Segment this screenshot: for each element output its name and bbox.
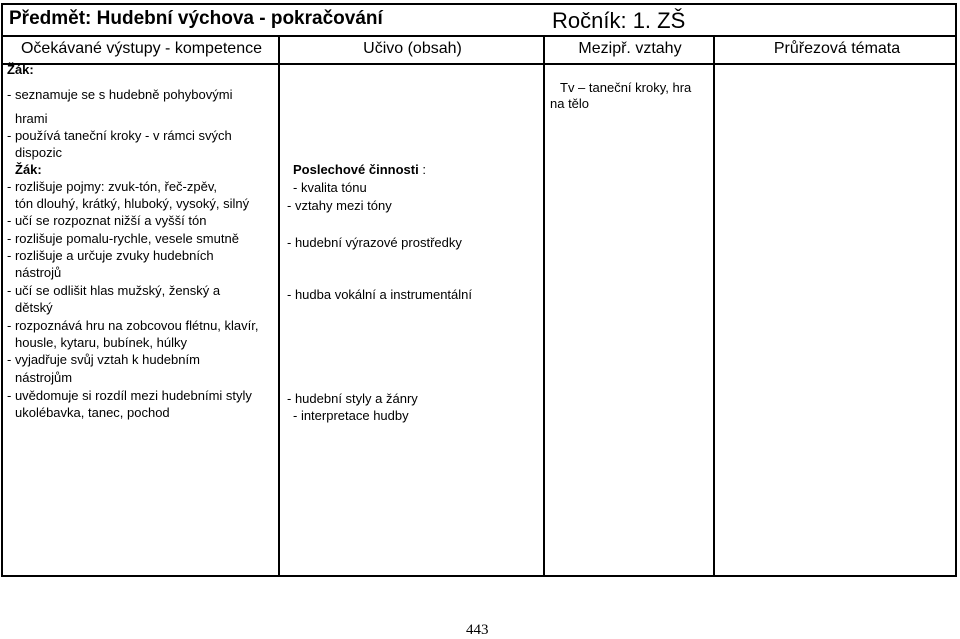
curriculum-line: - vztahy mezi tóny bbox=[287, 198, 392, 213]
subject-title: Předmět: Hudební výchova - pokračování bbox=[9, 8, 383, 29]
outcomes-line: Žák: bbox=[15, 162, 42, 177]
outcomes-line: - uvědomuje si rozdíl mezi hudebními styly bbox=[7, 388, 252, 403]
outcomes-line: housle, kytaru, bubínek, húlky bbox=[15, 335, 187, 350]
outcomes-line: nástrojům bbox=[15, 370, 73, 385]
outcomes-line: - seznamuje se s hudebně pohybovými bbox=[7, 87, 233, 102]
curriculum-table bbox=[1, 3, 957, 577]
column-divider bbox=[543, 35, 545, 575]
outcomes-line: - používá taneční kroky - v rámci svých bbox=[7, 128, 232, 143]
page-number: 443 bbox=[466, 622, 489, 638]
curriculum-line: - kvalita tónu bbox=[293, 180, 367, 195]
header-curriculum: Učivo (obsah) bbox=[363, 40, 462, 57]
outcomes-line: - vyjadřuje svůj vztah k hudebním bbox=[7, 352, 200, 367]
outcomes-line: Žák: bbox=[7, 62, 34, 77]
outcomes-line: ukolébavka, tanec, pochod bbox=[15, 405, 170, 420]
column-divider bbox=[278, 35, 280, 575]
grade-label: Ročník: 1. ZŠ bbox=[552, 8, 686, 33]
title-row bbox=[3, 5, 955, 37]
outcomes-line: dispozic bbox=[15, 145, 62, 160]
curriculum-line: - hudební výrazové prostředky bbox=[287, 235, 462, 250]
outcomes-line: nástrojů bbox=[15, 265, 62, 280]
curriculum-line: - hudební styly a žánry bbox=[287, 391, 418, 406]
curriculum-heading-suffix: : bbox=[418, 162, 426, 177]
curriculum-heading bbox=[293, 162, 426, 178]
outcomes-line: - rozlišuje pojmy: zvuk-tón, řeč-zpěv, bbox=[7, 179, 217, 194]
column-header-row bbox=[3, 35, 955, 65]
curriculum-line: - interpretace hudby bbox=[293, 408, 409, 423]
column-divider bbox=[713, 35, 715, 575]
outcomes-line: hrami bbox=[15, 111, 48, 126]
curriculum-line: - hudba vokální a instrumentální bbox=[287, 287, 472, 302]
header-relations: Mezipř. vztahy bbox=[578, 40, 682, 57]
outcomes-line: - učí se odlišit hlas mužský, ženský a bbox=[7, 283, 221, 298]
outcomes-line: - rozpoznává hru na zobcovou flétnu, klavír, bbox=[7, 318, 259, 333]
header-outcomes: Očekávané výstupy - kompetence bbox=[20, 40, 262, 57]
curriculum-heading-label: Poslechové činnosti bbox=[293, 162, 419, 177]
outcomes-line: - učí se rozpoznat nižší a vyšší tón bbox=[7, 213, 207, 228]
outcomes-line: dětský bbox=[15, 300, 53, 315]
outcomes-line: tón dlouhý, krátký, hluboký, vysoký, silný bbox=[15, 196, 250, 211]
outcomes-line: - rozlišuje a určuje zvuky hudebních bbox=[7, 248, 214, 263]
outcomes-line: - rozlišuje pomalu-rychle, vesele smutně bbox=[7, 231, 239, 246]
relations-line: Tv – taneční kroky, hra bbox=[560, 80, 692, 95]
relations-line: na tělo bbox=[550, 96, 590, 111]
header-themes: Průřezová témata bbox=[773, 40, 901, 57]
